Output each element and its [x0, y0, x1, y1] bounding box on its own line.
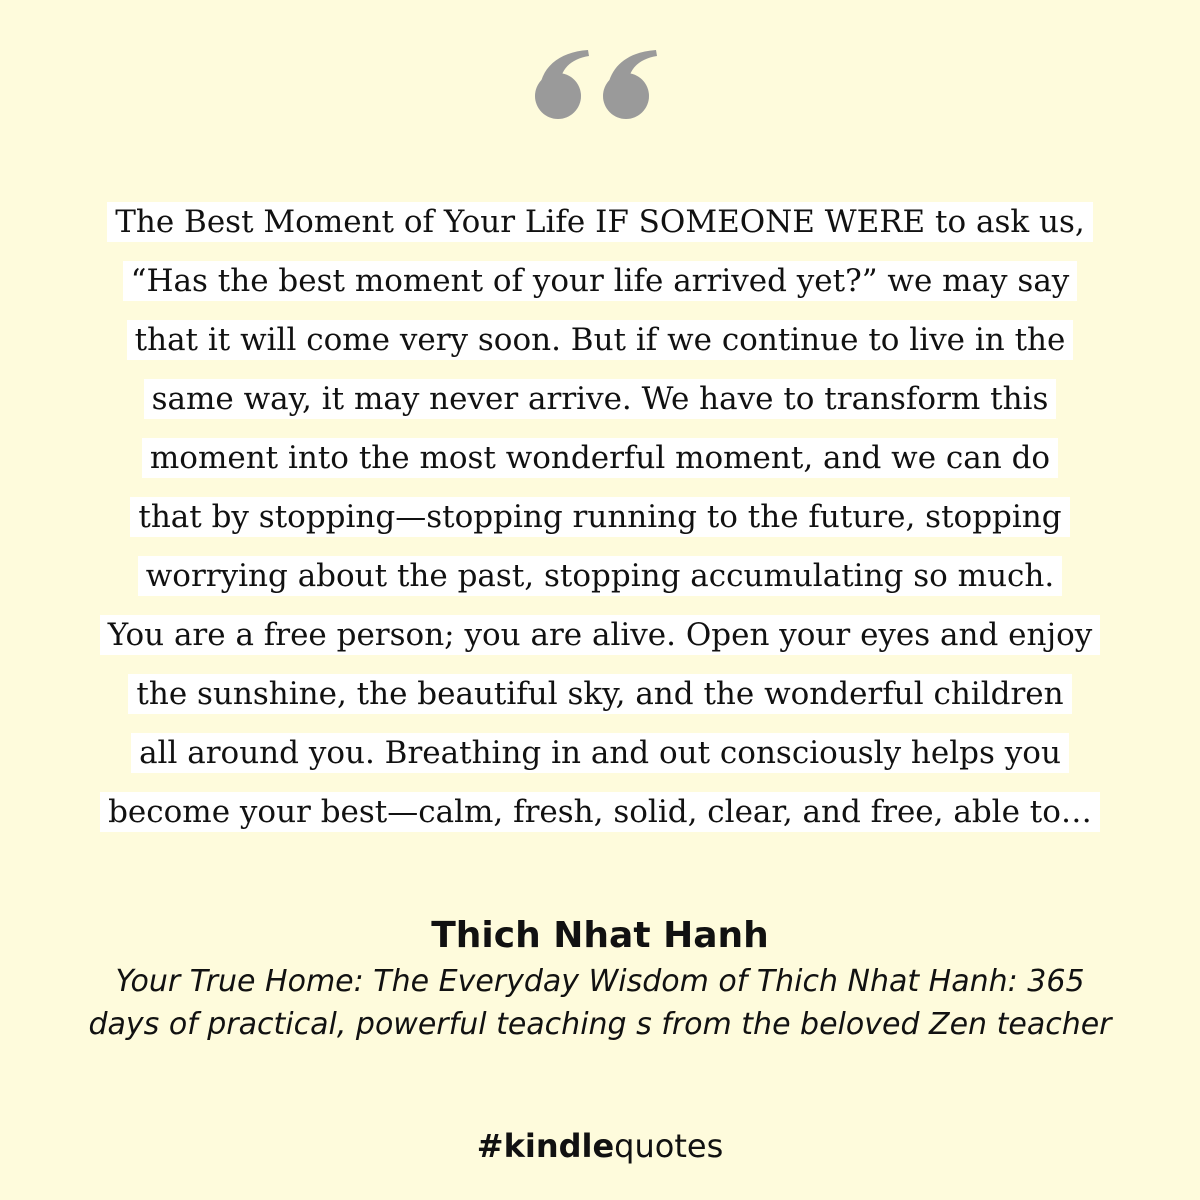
quote-line: become your best—calm, fresh, solid, clear, and free, able to… [100, 792, 1100, 832]
quote-line-row [0, 311, 1200, 370]
quote-line: all around you. Breathing in and out consciously helps you [131, 733, 1069, 773]
quote-line-row [0, 783, 1200, 842]
quote-line: the sunshine, the beautiful sky, and the wonderful children [128, 674, 1071, 714]
quote-line: that by stopping—stopping running to the future, stopping [130, 497, 1069, 537]
quote-line: same way, it may never arrive. We have to transform this [144, 379, 1057, 419]
quote-line-row [0, 547, 1200, 606]
quote-line-row [0, 606, 1200, 665]
hashtag-bold-part: #kindle [476, 1127, 615, 1165]
quote-line: that it will come very soon. But if we continue to live in the [127, 320, 1074, 360]
quote-line-row [0, 193, 1200, 252]
quote-line-row [0, 665, 1200, 724]
quote-line-row [0, 252, 1200, 311]
quote-line: You are a free person; you are alive. Open your eyes and enjoy [100, 615, 1101, 655]
quote-line: “Has the best moment of your life arrived yet?” we may say [123, 261, 1078, 301]
kindle-quotes-hashtag [0, 1122, 1200, 1170]
quote-line-row [0, 429, 1200, 488]
quote-line-row [0, 488, 1200, 547]
quote-line: worrying about the past, stopping accumulating so much. [138, 556, 1062, 596]
quote-text [0, 193, 1200, 842]
quote-line-row [0, 370, 1200, 429]
quote-mark-icon [0, 40, 1200, 140]
quote-line: moment into the most wonderful moment, and we can do [142, 438, 1058, 478]
quote-line: The Best Moment of Your Life IF SOMEONE WERE to ask us, [107, 202, 1093, 242]
book-title: Your True Home: The Everyday Wisdom of Thich Nhat Hanh: 365 days of practical, powerful teaching s from the beloved Zen teacher [88, 964, 1112, 1042]
quote-line-row [0, 724, 1200, 783]
hashtag-light-part: quotes [614, 1127, 724, 1165]
author-name: Thich Nhat Hanh [431, 915, 769, 956]
